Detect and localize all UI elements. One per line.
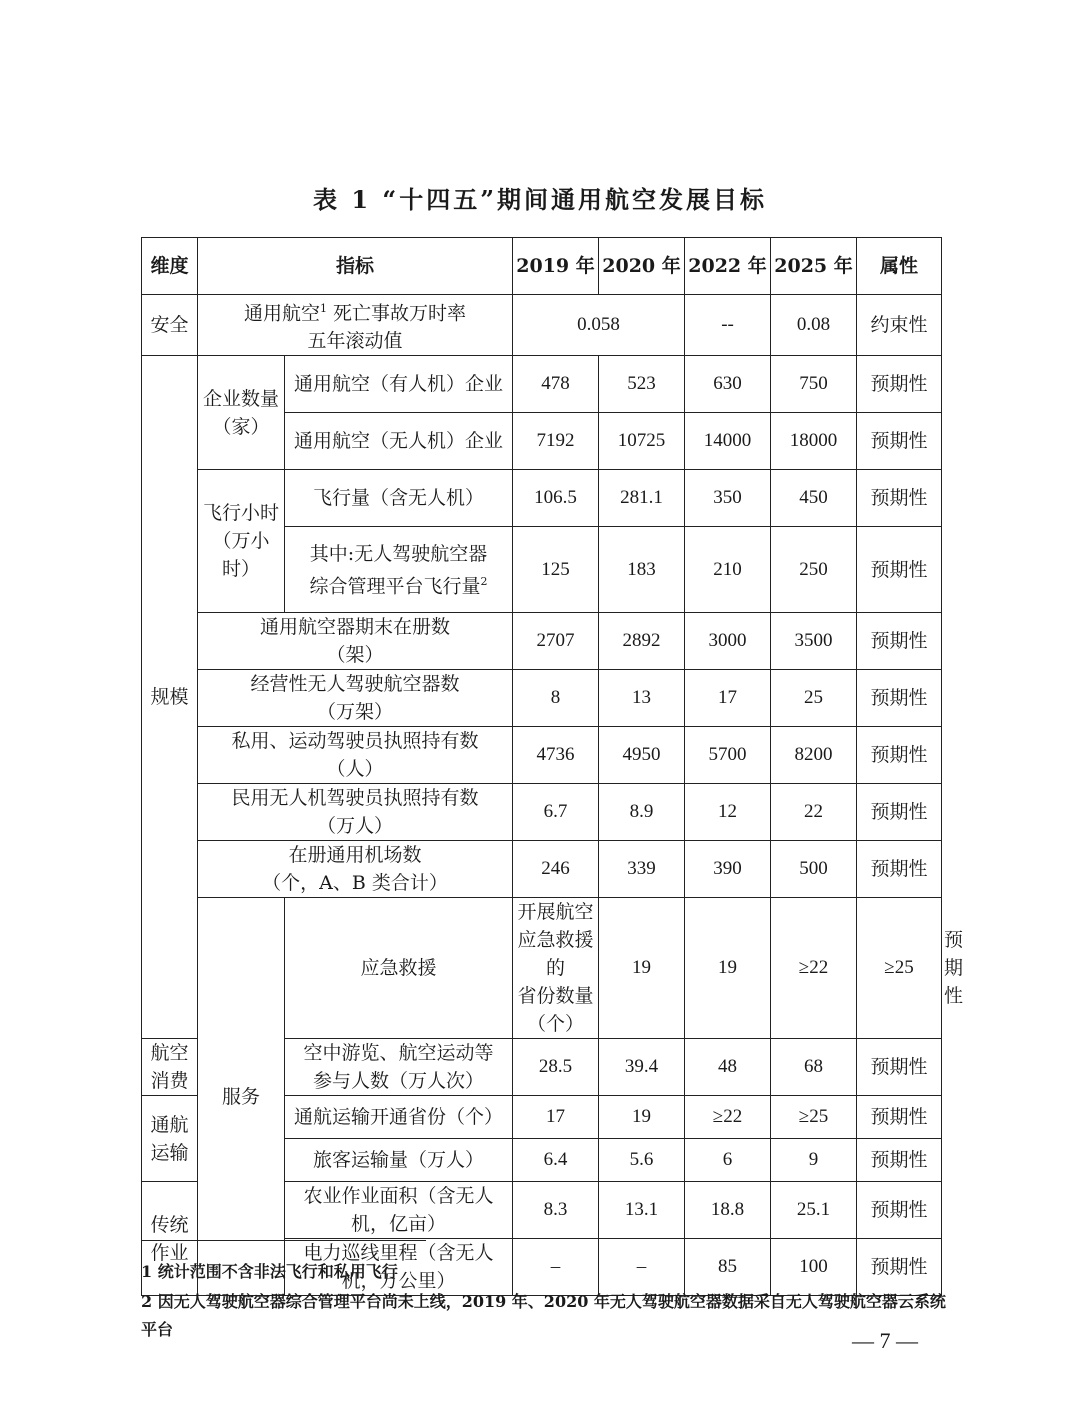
attribute: 预期性 xyxy=(857,841,942,898)
table-row xyxy=(142,613,942,670)
value-2025: 68 xyxy=(771,1039,857,1096)
attribute: 预期性 xyxy=(857,784,942,841)
value-2020: 19 xyxy=(685,898,771,1039)
attribute: 预期性 xyxy=(857,470,942,527)
value-2022: 3000 xyxy=(685,613,771,670)
table-row xyxy=(142,670,942,727)
attribute: 预期性 xyxy=(857,613,942,670)
indicator-cell: 空中游览、航空运动等 参与人数（万人次） xyxy=(285,1039,513,1096)
attribute: 预期性 xyxy=(857,727,942,784)
value-2020: 2892 xyxy=(599,613,685,670)
value-2022: 350 xyxy=(685,470,771,527)
value-2022: ≥22 xyxy=(771,898,857,1039)
value-2019: 28.5 xyxy=(513,1039,599,1096)
value-2019: – xyxy=(513,1239,599,1296)
table-row: 服务 应急救援 开展航空应急救援的 省份数量（个） 19 19 ≥22 ≥25 预期性 xyxy=(142,898,942,1039)
value-2020: 4950 xyxy=(599,727,685,784)
table-row xyxy=(142,727,942,784)
value-2022: -- xyxy=(685,295,771,356)
value-2020: 13 xyxy=(599,670,685,727)
header-2019: 2019 年 xyxy=(513,238,599,295)
header-dimension: 维度 xyxy=(142,238,198,295)
table-title: 表 1 “十四五”期间通用航空发展目标 xyxy=(312,185,768,214)
indicator-cell: 私用、运动驾驶员执照持有数 （人） xyxy=(198,727,513,784)
value-2019: 125 xyxy=(513,527,599,613)
value-2022: 17 xyxy=(685,670,771,727)
value-2025: 8200 xyxy=(771,727,857,784)
footnote-2: 2 因无人驾驶航空器综合管理平台尚未上线，2019 年、2020 年无人驾驶航空器数据采自无人驾驶航空器云系统平台 xyxy=(141,1292,946,1339)
dimension-service: 服务 xyxy=(198,898,285,1296)
value-2020: 19 xyxy=(599,1096,685,1139)
attribute: 预期性 xyxy=(857,1139,942,1182)
page-number: — 7 — xyxy=(852,1328,918,1353)
footnote-1: 1 统计范围不含非法飞行和私用飞行 xyxy=(141,1262,398,1281)
group-consumption: 航空消费 xyxy=(142,1039,198,1096)
indicator-cell: 在册通用机场数 （个，A、B 类合计） xyxy=(198,841,513,898)
value-2020: – xyxy=(599,1239,685,1296)
dimension-scale: 规模 xyxy=(142,356,198,1039)
value-2020: 183 xyxy=(599,527,685,613)
value-2019: 106.5 xyxy=(513,470,599,527)
value-2022: 18.8 xyxy=(685,1182,771,1239)
header-2020: 2020 年 xyxy=(599,238,685,295)
header-2025: 2025 年 xyxy=(771,238,857,295)
indicator-cell: 开展航空应急救援的 省份数量（个） xyxy=(513,898,599,1039)
table-row xyxy=(142,841,942,898)
group-flight-hours: 飞行小时（万小时） xyxy=(198,470,285,613)
group-traditional: 传统作业 xyxy=(142,1182,198,1296)
header-2022: 2022 年 xyxy=(685,238,771,295)
group-transport: 通航运输 xyxy=(142,1096,198,1182)
value-2019-2020: 0.058 xyxy=(513,295,685,356)
indicator-cell: 电力巡线里程（含无人 机，万公里） xyxy=(285,1239,513,1296)
value-2020: 13.1 xyxy=(599,1182,685,1239)
table-row xyxy=(142,356,942,413)
attribute: 预期性 xyxy=(857,413,942,470)
value-2022: 210 xyxy=(685,527,771,613)
value-2025: 500 xyxy=(771,841,857,898)
table-row xyxy=(142,295,942,356)
dimension-safety: 安全 xyxy=(142,295,198,356)
indicator-cell: 民用无人机驾驶员执照持有数 （万人） xyxy=(198,784,513,841)
value-2025: 3500 xyxy=(771,613,857,670)
value-2020: 523 xyxy=(599,356,685,413)
value-2022: ≥22 xyxy=(685,1096,771,1139)
attribute: 预期性 xyxy=(857,1182,942,1239)
attribute: 预期性 xyxy=(857,527,942,613)
attribute: 约束性 xyxy=(857,295,942,356)
value-2020: 5.6 xyxy=(599,1139,685,1182)
value-2019: 6.7 xyxy=(513,784,599,841)
value-2025: ≥25 xyxy=(857,898,942,1039)
value-2025: 25 xyxy=(771,670,857,727)
value-2019: 7192 xyxy=(513,413,599,470)
indicator-cell: 旅客运输量（万人） xyxy=(285,1139,513,1182)
header-row xyxy=(142,238,942,295)
header-attribute: 属性 xyxy=(857,238,942,295)
value-2022: 5700 xyxy=(685,727,771,784)
value-2022: 14000 xyxy=(685,413,771,470)
group-emergency: 应急救援 xyxy=(285,898,513,1039)
value-2020: 39.4 xyxy=(599,1039,685,1096)
attribute: 预期性 xyxy=(857,1039,942,1096)
value-2022: 12 xyxy=(685,784,771,841)
indicator-cell: 经营性无人驾驶航空器数 （万架） xyxy=(198,670,513,727)
attribute: 预期性 xyxy=(857,356,942,413)
table-row xyxy=(142,784,942,841)
value-2020: 10725 xyxy=(599,413,685,470)
value-2025: 100 xyxy=(771,1239,857,1296)
value-2019: 478 xyxy=(513,356,599,413)
value-2025: 22 xyxy=(771,784,857,841)
indicator-cell: 农业作业面积（含无人 机，亿亩） xyxy=(285,1182,513,1239)
group-enterprise: 企业数量（家） xyxy=(198,356,285,470)
value-2020: 281.1 xyxy=(599,470,685,527)
header-indicator: 指标 xyxy=(198,238,513,295)
value-2019: 6.4 xyxy=(513,1139,599,1182)
indicator-cell: 通航运输开通省份（个） xyxy=(285,1096,513,1139)
indicator-cell: 通用航空$^1$ 死亡事故万时率 五年滚动值 xyxy=(198,295,513,356)
value-2025: 450 xyxy=(771,470,857,527)
value-2022: 6 xyxy=(685,1139,771,1182)
table-row xyxy=(142,470,942,527)
footnote-divider xyxy=(141,1240,426,1241)
value-2025: 9 xyxy=(771,1139,857,1182)
value-2025: 25.1 xyxy=(771,1182,857,1239)
value-2020: 339 xyxy=(599,841,685,898)
value-2025: 18000 xyxy=(771,413,857,470)
value-2019: 246 xyxy=(513,841,599,898)
value-2025: ≥25 xyxy=(771,1096,857,1139)
attribute: 预期性 xyxy=(857,1239,942,1296)
indicator-cell: 其中:无人驾驶航空器 综合管理平台飞行量$^2$ xyxy=(285,527,513,613)
value-2019: 8 xyxy=(513,670,599,727)
indicator-cell: 飞行量（含无人机） xyxy=(285,470,513,527)
value-2022: 85 xyxy=(685,1239,771,1296)
attribute: 预期性 xyxy=(857,670,942,727)
indicator-cell: 通用航空（无人机）企业 xyxy=(285,413,513,470)
indicator-cell: 通用航空器期末在册数 （架） xyxy=(198,613,513,670)
value-2019: 8.3 xyxy=(513,1182,599,1239)
value-2019: 2707 xyxy=(513,613,599,670)
value-2025: 0.08 xyxy=(771,295,857,356)
indicator-cell: 通用航空（有人机）企业 xyxy=(285,356,513,413)
value-2022: 630 xyxy=(685,356,771,413)
value-2020: 8.9 xyxy=(599,784,685,841)
value-2025: 750 xyxy=(771,356,857,413)
value-2022: 390 xyxy=(685,841,771,898)
value-2019: 17 xyxy=(513,1096,599,1139)
value-2019: 19 xyxy=(599,898,685,1039)
goals-table xyxy=(141,237,964,1296)
value-2025: 250 xyxy=(771,527,857,613)
value-2022: 48 xyxy=(685,1039,771,1096)
attribute: 预期性 xyxy=(857,1096,942,1139)
value-2019: 4736 xyxy=(513,727,599,784)
